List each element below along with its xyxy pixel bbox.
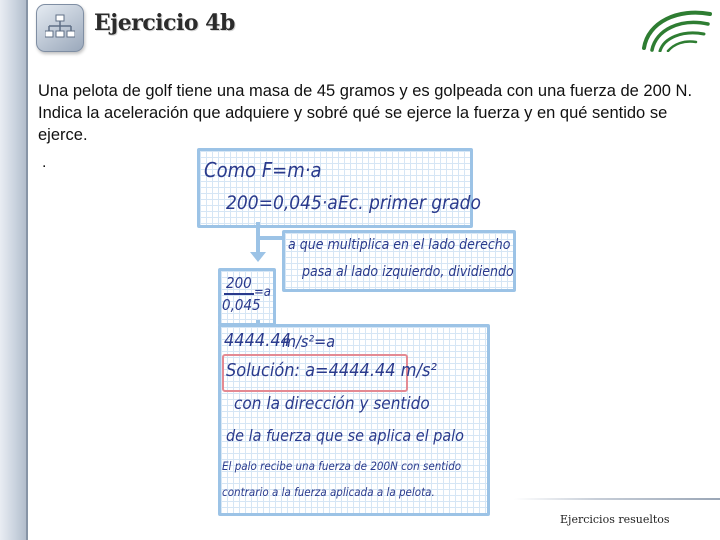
direction-line-2: de la fuerza que se aplica el palo [226,426,464,445]
equation-type-note: Ec. primer grado [338,192,481,214]
conclusion-line-1: El palo recibe una fuerza de 200N con sentido [222,459,462,473]
hierarchy-logo-icon [36,4,84,52]
result-unit: m/s²=a [282,332,336,351]
fraction-bar [224,293,254,295]
conclusion-line-2: contrario a la fuerza aplicada a la pelota. [222,485,435,499]
problem-statement: Una pelota de golf tiene una masa de 45 gramos y es golpeada con una fuerza de 200 N. Indica la aceleración que adquiere y sobré qué se ejerce la fuerza y en qué sentido se ejerce. [38,82,693,144]
left-decorative-rail [0,0,28,540]
fraction-denominator: 0,045 [222,296,261,314]
institution-logo-icon [638,4,714,52]
result-value: 4444.44 [224,330,291,351]
flow-arrow-head [250,252,266,262]
footer-divider [514,498,720,500]
page-title: Ejercicio 4b [94,10,235,36]
equation-line-2: 200=0,045·a [226,192,338,214]
solution-line: Solución: a=4444.44 m/s² [226,360,437,381]
fraction-equals: =a [254,285,271,300]
statement-dot: . [42,154,47,171]
explanation-line-2: pasa al lado izquierdo, dividiendo [302,264,514,280]
fraction-numerator: 200 [226,274,252,292]
footer-label: Ejercicios resueltos [560,513,670,526]
equation-line-1: Como F=m·a [204,158,322,182]
direction-line-1: con la dirección y sentido [234,394,430,414]
explanation-line-1: a que multiplica en el lado derecho [288,237,511,253]
